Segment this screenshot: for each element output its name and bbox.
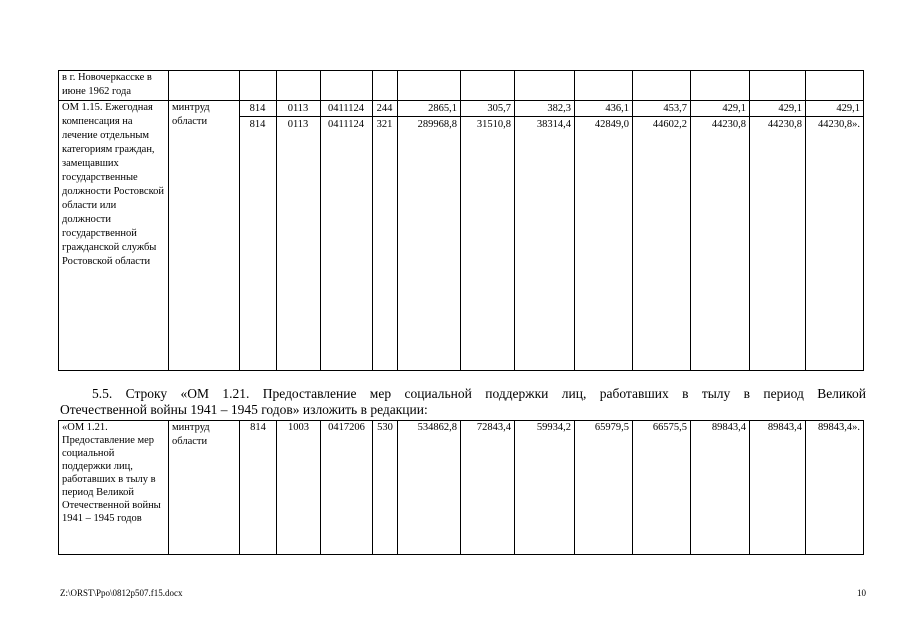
total-cell: 534862,8 — [398, 421, 461, 555]
year-value: 436,1 — [575, 101, 632, 117]
amendment-paragraph — [60, 386, 866, 418]
year-value: 44230,8». — [818, 119, 860, 130]
empty-cell — [169, 71, 240, 101]
year-value: 429,1 — [750, 101, 805, 117]
year-cell — [691, 101, 750, 371]
year-value: 42849,0 — [594, 119, 629, 130]
row-name-cell: «ОМ 1.21. Предоставление мер социальной поддержки лиц, работавших в тылу в период Великой Отечественной войны 1941 – 1945 годов — [59, 421, 169, 555]
year-cell: 89843,4 — [691, 421, 750, 555]
empty-cell — [515, 71, 575, 101]
year-value: 44602,2 — [652, 119, 687, 130]
year-value: 44230,8 — [767, 119, 802, 130]
file-path: Z:\ORST\Ppo\0812p507.f15.docx — [60, 588, 183, 598]
year-cell — [461, 101, 515, 371]
grbs-value: 814 — [240, 101, 276, 117]
empty-cell — [398, 71, 461, 101]
paragraph-line: 5.5. Строку «ОМ 1.21. Предоставление мер социальной поддержки лиц, работавших в тылу в период Великой — [92, 386, 866, 401]
vr-value: 321 — [376, 119, 393, 130]
grbs-cell: 814 — [240, 421, 277, 555]
table-row — [59, 101, 864, 371]
empty-cell — [321, 71, 373, 101]
csr-value: 0411124 — [321, 101, 372, 117]
vr-value: 244 — [373, 101, 397, 117]
year-cell: 72843,4 — [461, 421, 515, 555]
empty-cell — [240, 71, 277, 101]
rzpr-cell: 1003 — [277, 421, 321, 555]
program-table-new — [58, 420, 864, 555]
total-value: 2865,1 — [398, 101, 460, 117]
empty-cell — [461, 71, 515, 101]
year-cell: 89843,4 — [750, 421, 806, 555]
grbs-cell — [240, 101, 277, 371]
year-value: 382,3 — [515, 101, 574, 117]
year-value: 453,7 — [633, 101, 690, 117]
empty-cell — [633, 71, 691, 101]
empty-cell — [806, 71, 864, 101]
year-cell: 89843,4». — [806, 421, 864, 555]
executor-cell: минтруд области — [169, 101, 240, 371]
executor-cell: минтруд области — [169, 421, 240, 555]
year-value: 44230,8 — [711, 119, 746, 130]
row-name-cell: ОМ 1.15. Ежегодная компенсация на лечение отдельным категориям граждан, замещавших государственные должности Ростовской области или должности государственной гражданской службы Ростовской области — [59, 101, 169, 371]
empty-cell — [750, 71, 806, 101]
rzpr-value: 0113 — [287, 119, 309, 130]
year-value: 305,7 — [461, 101, 514, 117]
year-value: 429,1 — [806, 101, 863, 117]
empty-cell — [691, 71, 750, 101]
page-footer — [60, 588, 866, 598]
total-cell — [398, 101, 461, 371]
total-value: 289968,8 — [417, 119, 457, 130]
year-cell — [515, 101, 575, 371]
page-number: 10 — [857, 588, 866, 598]
year-cell — [633, 101, 691, 371]
rzpr-cell — [277, 101, 321, 371]
year-cell: 66575,5 — [633, 421, 691, 555]
csr-cell: 0417206 — [321, 421, 373, 555]
empty-cell — [277, 71, 321, 101]
year-cell: 65979,5 — [575, 421, 633, 555]
rzpr-value: 0113 — [277, 101, 320, 117]
table-row — [59, 421, 864, 555]
csr-cell — [321, 101, 373, 371]
year-value: 31510,8 — [476, 119, 511, 130]
csr-value: 0411124 — [328, 119, 364, 130]
paragraph-line: Отечественной войны 1941 – 1945 годов» изложить в редакции: — [60, 402, 428, 417]
program-table-continued — [58, 70, 864, 371]
grbs-value: 814 — [249, 119, 266, 130]
year-value: 429,1 — [691, 101, 749, 117]
vr-cell — [373, 101, 398, 371]
year-cell: 59934,2 — [515, 421, 575, 555]
empty-cell — [575, 71, 633, 101]
row-name-cell: в г. Новочеркасске в июне 1962 года — [59, 71, 169, 101]
table-row — [59, 71, 864, 101]
year-cell — [575, 101, 633, 371]
vr-cell: 530 — [373, 421, 398, 555]
year-value: 38314,4 — [536, 119, 571, 130]
empty-cell — [373, 71, 398, 101]
year-cell — [750, 101, 806, 371]
year-cell — [806, 101, 864, 371]
